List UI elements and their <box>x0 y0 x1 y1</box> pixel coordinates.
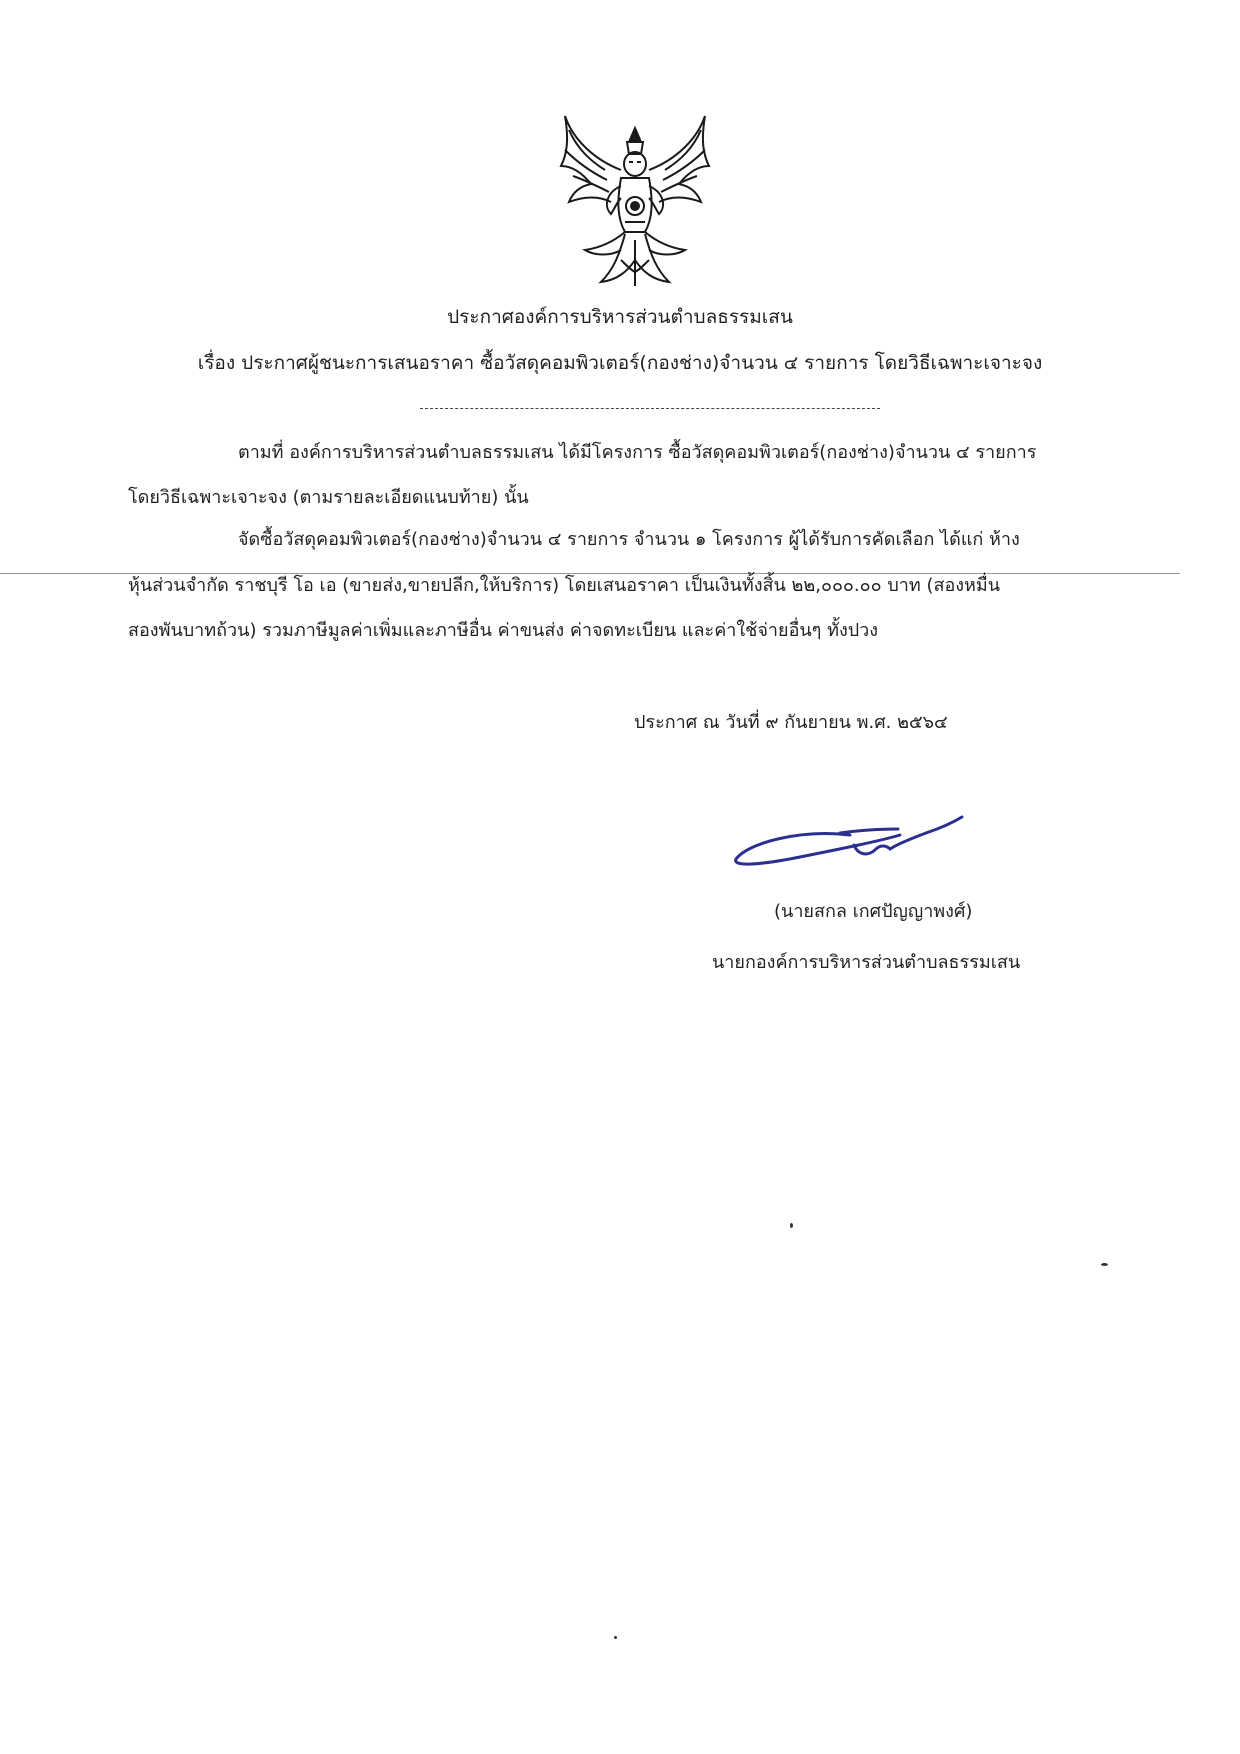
scan-speck <box>1101 1263 1108 1266</box>
paragraph-1-line-1: ตามที่ องค์การบริหารส่วนตำบลธรรมเสน ได้มีโครงการ ซื้อวัสดุคอมพิวเตอร์(กองช่าง)จำนวน ๔ รายการ <box>238 442 1037 463</box>
signer-position: นายกองค์การบริหารส่วนตำบลธรรมเสน <box>712 952 1021 973</box>
paragraph-2-line-1: จัดซื้อวัสดุคอมพิวเตอร์(กองช่าง)จำนวน ๔ รายการ จำนวน ๑ โครงการ ผู้ได้รับการคัดเลือก ได้แก่ ห้าง <box>238 529 1020 550</box>
signature-image <box>730 815 965 875</box>
scan-speck <box>614 1636 617 1639</box>
separator-line <box>420 408 880 409</box>
signer-name: (นายสกล เกศปัญญาพงศ์) <box>774 901 973 922</box>
garuda-emblem-icon <box>555 110 715 292</box>
announcement-subject: เรื่อง ประกาศผู้ชนะการเสนอราคา ซื้อวัสดุคอมพิวเตอร์(กองช่าง)จำนวน ๔ รายการ โดยวิธีเฉพาะเจาะจง <box>197 352 1043 374</box>
announcement-dateline: ประกาศ ณ วันที่ ๙ กันยายน พ.ศ. ๒๕๖๔ <box>634 712 948 733</box>
paragraph-2-line-2: หุ้นส่วนจำกัด ราชบุรี โอ เอ (ขายส่ง,ขายปลีก,ให้บริการ) โดยเสนอราคา เป็นเงินทั้งสิ้น ๒๒,๐๐๐.๐๐ บาท (สองหมื่น <box>128 575 1001 596</box>
paragraph-1-line-2: โดยวิธีเฉพาะเจาะจง (ตามรายละเอียดแนบท้าย) นั้น <box>128 487 529 508</box>
scan-speck <box>790 1223 793 1228</box>
paragraph-2-line-3: สองพันบาทถ้วน) รวมภาษีมูลค่าเพิ่มและภาษีอื่น ค่าขนส่ง ค่าจดทะเบียน และค่าใช้จ่ายอื่นๆ ทั้งปวง <box>128 620 879 641</box>
organization-title: ประกาศองค์การบริหารส่วนตำบลธรรมเสน <box>447 306 793 328</box>
